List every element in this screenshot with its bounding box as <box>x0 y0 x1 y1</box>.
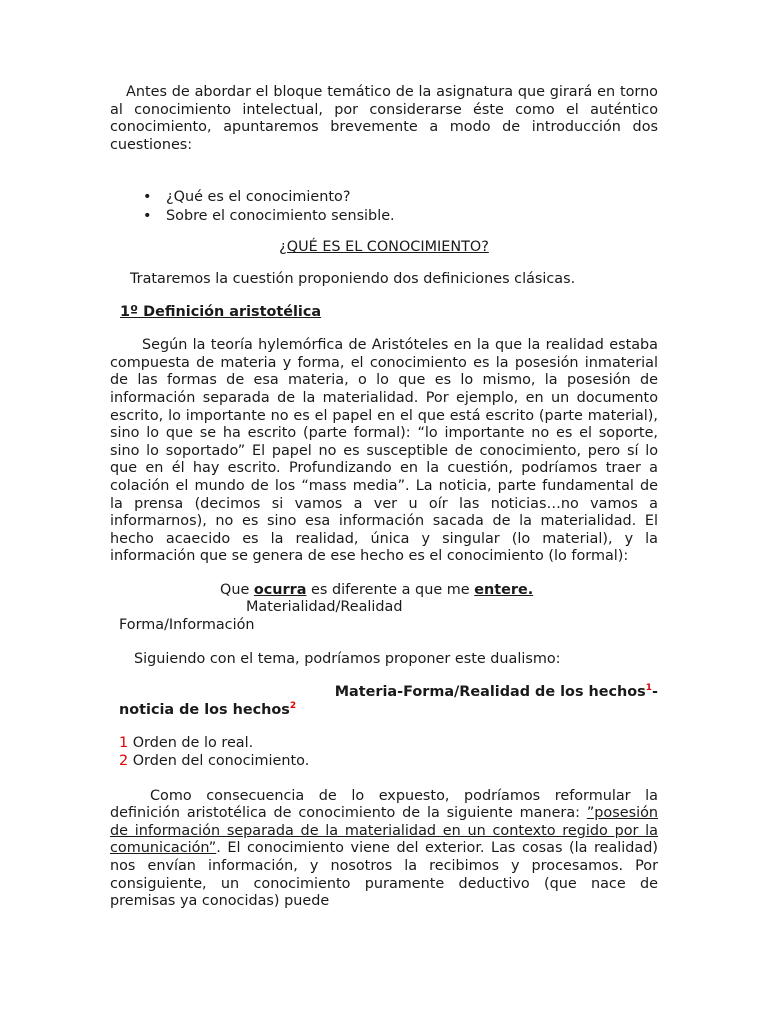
intro-paragraph: Antes de abordar el bloque temático de la asignatura que girará en torno al conocimiento intelectual, por considerarse éste como el auténtico conocimiento, apuntaremos brevemente a modo de introducción dos cuestiones: <box>110 84 658 153</box>
subheading <box>110 304 658 322</box>
order-text: Orden de lo real. <box>128 735 254 752</box>
dualism-dash: - <box>652 684 658 701</box>
quote-mid: es diferente a que me <box>306 581 475 598</box>
quote-word-entere: entere. <box>474 581 534 598</box>
list-item <box>110 188 658 207</box>
dualism-line-1 <box>110 684 658 702</box>
order-item <box>119 753 658 771</box>
dualism-text-1: Materia-Forma/Realidad de los hechos <box>334 684 646 701</box>
section-heading-text: ¿QUÉ ES EL CONOCIMIENTO? <box>279 239 489 256</box>
list-item-text: ¿Qué es el conocimiento? <box>166 189 351 206</box>
order-number: 1 <box>119 735 129 752</box>
subheading-text: 1º Definición aristotélica <box>120 303 322 320</box>
final-pre: Como consecuencia de lo expuesto, podríamos reformular la definición aristotélica de conocimiento de la siguiente manera: <box>110 787 658 822</box>
dualism-line-2 <box>110 702 658 720</box>
dualism-text-2: noticia de los hechos <box>119 701 290 718</box>
final-quote: ”posesión de información separada de la materialidad en un contexto regido por la comunicación” <box>110 805 658 857</box>
quote-line <box>110 582 658 600</box>
footnote-ref-2[interactable]: 2 <box>289 701 297 712</box>
list-item-text: Sobre el conocimiento sensible. <box>166 208 395 225</box>
list-item <box>110 207 658 226</box>
quote-pre: Que <box>220 581 254 598</box>
order-number: 2 <box>119 753 129 770</box>
label-forma: Forma/Información <box>119 617 255 634</box>
main-paragraph: Según la teoría hylemórfica de Aristóteles en la que la realidad estaba compuesta de materia y forma, el conocimiento es la posesión inmaterial de las formas de esa materia, o lo que es lo mismo, la posesión de información separada de la materialidad. Por ejemplo, en un documento escrito, lo importante no es el papel en el que está escrito (parte material), sino lo que se ha escrito (parte formal): “lo importante no es el soporte, sino lo soportado” El papel no es susceptible de conocimiento, pero sí lo que en él hay escrito. Profundizando en la cuestión, podríamos traer a colación el mundo de los “mass media”. La noticia, parte fundamental de la prensa (decimos si vamos a ver u oír las noticias…no vamos a informarnos), no es sino esa información sacada de la materialidad. El hecho acaecido es la realidad, única y singular (lo material), y la información que se genera de ese hecho es el conocimiento (lo formal): <box>110 337 658 565</box>
section-heading <box>110 239 658 257</box>
treat-paragraph: Trataremos la cuestión proponiendo dos definiciones clásicas. <box>130 270 576 287</box>
final-post: . El conocimiento viene del exterior. Las cosas (la realidad) nos envían información, y nosotros la recibimos y procesamos. Por consiguiente, un conocimiento puramente deductivo (que nace de premisas ya conocidas) puede <box>110 840 658 910</box>
final-paragraph <box>110 788 658 911</box>
order-item <box>119 735 658 753</box>
follow-paragraph: Siguiendo con el tema, podríamos proponer este dualismo: <box>134 650 561 667</box>
footnote-ref-1[interactable]: 1 <box>645 683 653 694</box>
order-text: Orden del conocimiento. <box>128 753 310 770</box>
document-page <box>110 84 658 911</box>
bullet-icon: • <box>143 189 152 206</box>
label-materialidad: Materialidad/Realidad <box>246 599 403 616</box>
bullet-icon: • <box>143 208 152 225</box>
quote-word-ocurra: ocurra <box>253 581 307 598</box>
question-list <box>110 188 658 226</box>
orders-list <box>110 735 658 770</box>
